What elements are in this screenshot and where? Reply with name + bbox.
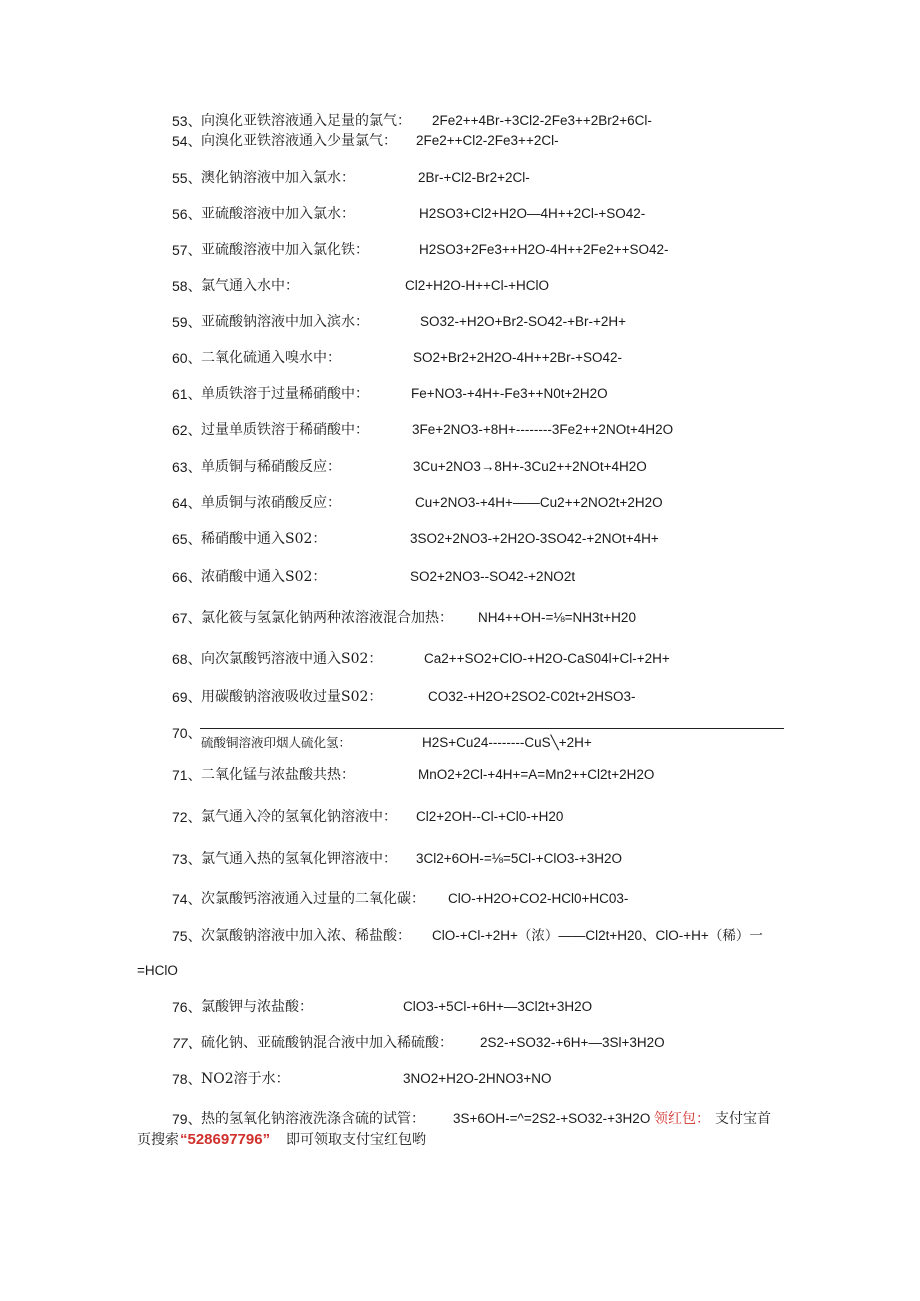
equation: 3S+6OH-=^=2S2-+SO32-+3H2O (453, 1111, 651, 1126)
promo-text: 支付宝首 (715, 1111, 771, 1127)
line-number: 65、 (172, 531, 202, 547)
equation: 2Fe2++4Br-+3Cl2-2Fe3++2Br2+6Cl- (432, 113, 652, 128)
line-number: 69、 (172, 689, 202, 705)
line-number: 55、 (172, 170, 202, 186)
line-description: 稀硝酸中通入S02： (201, 531, 327, 547)
line-number: 54、 (172, 133, 202, 149)
line-number: 57、 (172, 242, 202, 258)
equation: CO32-+H2O+2SO2-C02t+2HSO3- (428, 689, 636, 704)
line-number: 56、 (172, 206, 202, 222)
equation: SO2+2NO3--SO42-+2NO2t (410, 569, 576, 584)
equation: H2SO3+2Fe3++H2O-4H++2Fe2++SO42- (419, 242, 669, 257)
equation: H2SO3+Cl2+H2O—4H++2Cl-+SO42- (419, 206, 646, 221)
equation: Cl2+2OH--Cl-+Cl0-+H20 (416, 809, 564, 824)
line-description: 氯气通入热的氢氧化钾溶液中： (201, 851, 397, 867)
line-number: 66、 (172, 569, 202, 585)
line-number: 79、 (172, 1111, 202, 1127)
line-description: 亚硫酸溶液中加入氯水： (201, 206, 355, 222)
line-number: 75、 (172, 928, 202, 944)
equation: H2S+Cu24--------CuS╲+2H+ (422, 735, 592, 750)
line-description: 氯气通入冷的氢氧化钠溶液中： (201, 809, 397, 825)
line-description: 单质铜与浓硝酸反应： (201, 495, 341, 511)
equation: 3Cl2+6OH-=⅛=5Cl-+ClO3-+3H2O (416, 851, 622, 866)
line-description: 二氧化锰与浓盐酸共热： (201, 767, 355, 783)
line-description: 澳化钠溶液中加入氯水： (201, 170, 355, 186)
equation: 2S2-+SO32-+6H+—3Sl+3H2O (480, 1035, 665, 1050)
divider-line (200, 728, 784, 729)
line-number: 59、 (172, 314, 202, 330)
line-number: 71、 (172, 767, 202, 783)
line-number: 73、 (172, 851, 202, 867)
line-description: 热的氢氧化钠溶液洗涤含硫的试管： (201, 1111, 425, 1127)
equation: ClO-+Cl-+2H+（浓）——Cl2t+H20、ClO-+H+（稀）一 (432, 928, 763, 943)
line-description: 硫酸铜溶液印烟人硫化氢： (201, 735, 352, 750)
line-number: 53、 (172, 113, 202, 129)
promo-red-label: 领红包： (654, 1111, 710, 1127)
line-number: 70、 (172, 725, 202, 741)
equation-continued: =HClO (137, 963, 178, 978)
line-number: 60、 (172, 350, 202, 366)
line-description: 用碳酸钠溶液吸收过量S02： (201, 689, 383, 705)
equation: 3Fe+2NO3-+8H+--------3Fe2++2NOt+4H2O (412, 422, 674, 437)
line-description: 次氯酸钠溶液中加入浓、稀盐酸： (201, 928, 411, 944)
line-description: 过量单质铁溶于稀硝酸中： (201, 422, 369, 438)
equation: NH4++OH-=⅛=NH3t+H20 (478, 610, 636, 625)
line-description: 向溴化亚铁溶液通入少量氯气： (201, 133, 397, 149)
line-description: 氯气通入水中： (201, 278, 299, 294)
equation: 3SO2+2NO3-+2H2O-3SO42-+2NOt+4H+ (410, 531, 659, 546)
equation: Fe+NO3-+4H+-Fe3++N0t+2H2O (411, 386, 608, 401)
line-description: 氯酸钾与浓盐酸： (201, 999, 313, 1015)
equation: Cu+2NO3-+4H+——Cu2++2NO2t+2H2O (415, 495, 663, 510)
line-number: 68、 (172, 651, 202, 667)
line-number: 76、 (172, 999, 202, 1015)
equation: 2Br-+Cl2-Br2+2Cl- (418, 170, 530, 185)
line-description: 二氧化硫通入嗅水中： (201, 350, 341, 366)
line-number: 78、 (172, 1071, 202, 1087)
line-number: 77、 (172, 1035, 202, 1051)
line-number: 62、 (172, 422, 202, 438)
equation: 2Fe2++Cl2-2Fe3++2Cl- (416, 133, 559, 148)
line-number: 74、 (172, 891, 202, 907)
line-description: 单质铜与稀硝酸反应： (201, 459, 341, 475)
line-description: 亚硫酸溶液中加入氯化铁： (201, 242, 369, 258)
promo-code: “528697796” (180, 1131, 271, 1148)
line-number: 63、 (172, 459, 202, 475)
line-number: 58、 (172, 278, 202, 294)
equation: MnO2+2Cl-+4H+=A=Mn2++Cl2t+2H2O (418, 767, 655, 782)
line-description: NO2溶于水： (201, 1071, 290, 1087)
line-description: 浓硝酸中通入S02： (201, 569, 327, 585)
equation: Ca2++SO2+ClO-+H2O-CaS04l+Cl-+2H+ (424, 651, 670, 666)
line-description: 硫化钠、亚硫酸钠混合液中加入稀硫酸： (201, 1035, 453, 1051)
line-number: 67、 (172, 610, 202, 626)
equation: 3NO2+H2O-2HNO3+NO (403, 1071, 552, 1086)
equation: 3Cu+2NO3→8H+-3Cu2++2NOt+4H2O (413, 459, 647, 474)
equation: Cl2+H2O-H++Cl-+HClO (405, 278, 550, 293)
line-number: 64、 (172, 495, 202, 511)
line-description: 向次氯酸钙溶液中通入S02： (201, 651, 383, 667)
line-description: 向溴化亚铁溶液通入足量的氯气： (201, 113, 411, 129)
equation: SO2+Br2+2H2O-4H++2Br-+SO42- (413, 350, 622, 365)
equation: ClO3-+5Cl-+6H+—3Cl2t+3H2O (403, 999, 593, 1014)
line-number: 72、 (172, 809, 202, 825)
line-description: 单质铁溶于过量稀硝酸中： (201, 386, 369, 402)
equation: ClO-+H2O+CO2-HCl0+HC03- (448, 891, 629, 906)
promo-text-prefix: 页搜索 (137, 1132, 179, 1148)
line-description: 亚硫酸钠溶液中加入滨水： (201, 314, 369, 330)
promo-text-suffix: 即可领取支付宝红包哟 (286, 1132, 426, 1148)
line-number: 61、 (172, 386, 202, 402)
line-description: 氯化筱与氢氯化钠两种浓溶液混合加热： (201, 610, 453, 626)
line-description: 次氯酸钙溶液通入过量的二氧化碳： (201, 891, 425, 907)
equation: SO32-+H2O+Br2-SO42-+Br-+2H+ (420, 314, 626, 329)
